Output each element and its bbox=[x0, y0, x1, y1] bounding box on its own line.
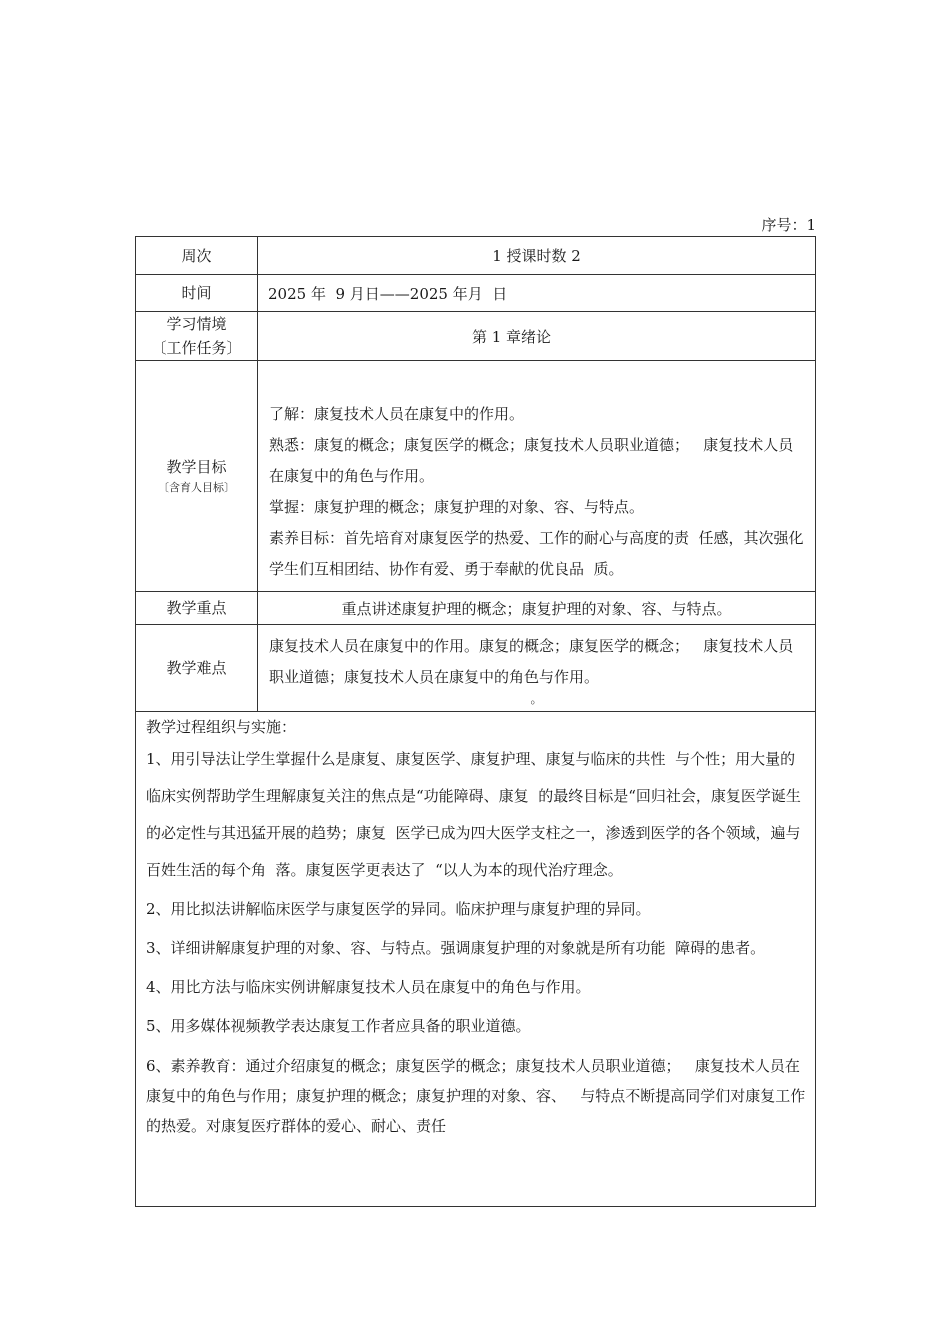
row-time bbox=[136, 275, 815, 312]
value-key-points: 重点讲述康复护理的概念；康复护理的对象、容、与特点。 bbox=[341, 599, 732, 618]
context-chapter: 第 1 章绪论 bbox=[471, 327, 552, 346]
process-item-4: 4、用比方法与临床实例讲解康复技术人员在康复中的角色与作用。 bbox=[146, 978, 591, 996]
process-item-1: 1、用引导法让学生掌握什么是康复、康复医学、康复护理、康复与临床的共性 与个性；用大量的临床实例帮助学生理解康复关注的焦点是“功能障碍、康复 的最终目标是“回归社会，康复医学诞生的必定性与其迅猛开展的趋势；康复 医学已成为四大医学支柱之一，渗透到医学的各个领域，遍与百姓生活的每个角 落。康复医学更表达了 “以人为本的现代治疗理念。 bbox=[146, 750, 801, 879]
process-item-3: 3、详细讲解康复护理的对象、容、与特点。强调康复护理的对象就是所有功能 障碍的患者。 bbox=[146, 939, 766, 957]
objective-literacy: 素养目标：首先培育对康复医学的热爱、工作的耐心与高度的责 任感，其次强化学生们互相团结、协作有爱、勇于奉献的优良品 质。 bbox=[269, 529, 804, 578]
sequence-number: 序号：1 bbox=[761, 216, 816, 234]
label-context-line2: 〔工作任务〕 bbox=[151, 339, 242, 357]
difficulties-mark: 。 bbox=[530, 692, 543, 706]
process-heading: 教学过程组织与实施： bbox=[146, 718, 297, 736]
row-difficulties bbox=[136, 625, 815, 712]
process-item-2: 2、用比拟法讲解临床医学与康复医学的异同。临床护理与康复护理的异同。 bbox=[146, 900, 651, 918]
value-objectives bbox=[258, 361, 815, 591]
value-week: 1 授课时数 2 bbox=[492, 247, 581, 265]
lesson-plan-table bbox=[135, 236, 816, 1207]
row-context bbox=[136, 312, 815, 361]
label-context-line1: 学习情境 bbox=[166, 315, 227, 333]
row-objectives bbox=[136, 361, 815, 592]
process-item-6: 6、素养教育：通过介绍康复的概念；康复医学的概念；康复技术人员职业道德； 康复技术人员在康复中的角色与作用；康复护理的概念；康复护理的对象、容、 与特点不断提高同学们对康复工作的热爱。对康复医疗群体的爱心、耐心、责任 bbox=[146, 1057, 806, 1135]
label-time: 时间 bbox=[136, 275, 258, 311]
value-difficulties bbox=[258, 625, 815, 711]
label-context bbox=[136, 312, 258, 360]
value-context bbox=[258, 312, 815, 360]
label-key-points: 教学重点 bbox=[136, 592, 258, 624]
difficulties-text: 康复技术人员在康复中的作用。康复的概念；康复医学的概念； 康复技术人员职业道德；康复技术人员在康复中的角色与作用。 bbox=[269, 637, 794, 686]
value-time: 2025 年 9 月日——2025 年月 日 bbox=[268, 284, 508, 303]
label-difficulties: 教学难点 bbox=[136, 625, 258, 711]
objective-master: 掌握：康复护理的概念；康复护理的对象、容、与特点。 bbox=[269, 498, 645, 516]
objective-understand: 了解：康复技术人员在康复中的作用。 bbox=[269, 405, 525, 423]
label-objectives bbox=[136, 361, 258, 591]
row-key-points bbox=[136, 592, 815, 625]
row-process bbox=[136, 712, 815, 1206]
row-week bbox=[136, 237, 815, 275]
objective-familiar: 熟悉：康复的概念；康复医学的概念；康复技术人员职业道德； 康复技术人员在康复中的角色与作用。 bbox=[269, 436, 794, 485]
process-item-5: 5、用多媒体视频教学表达康复工作者应具备的职业道德。 bbox=[146, 1017, 531, 1035]
process-content bbox=[146, 712, 810, 1141]
label-week: 周次 bbox=[136, 237, 258, 274]
label-objectives-main: 教学目标 bbox=[166, 458, 227, 476]
label-objectives-sub: 〔含育人目标〕 bbox=[158, 481, 235, 494]
